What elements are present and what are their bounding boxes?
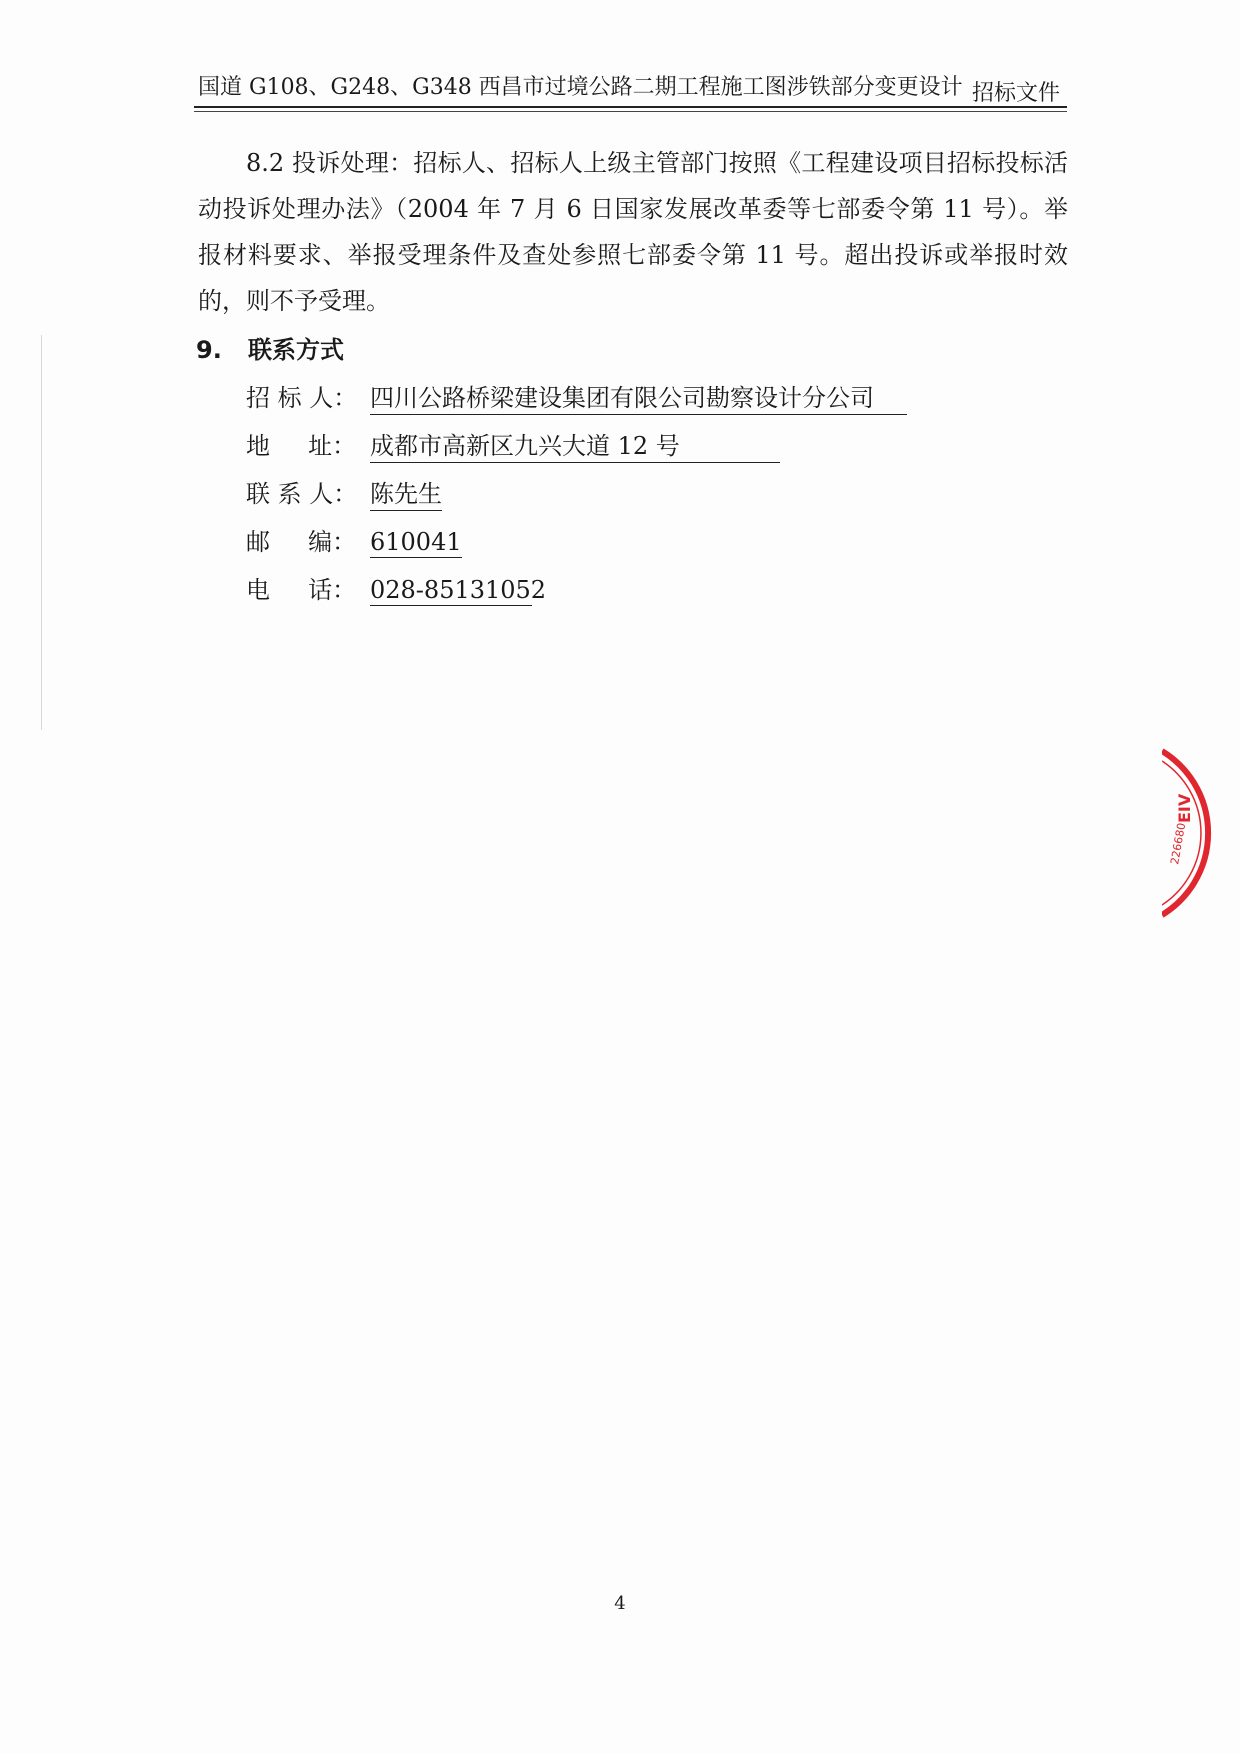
header-doc-type: 招标文件: [971, 81, 1060, 106]
section-9-heading: [196, 330, 344, 365]
contact-value: 四川公路桥梁建设集团有限公司勘察设计分公司: [370, 378, 907, 415]
contact-row-postcode: [246, 522, 462, 558]
contact-label: 联 系 人：: [246, 480, 358, 508]
contact-value: 陈先生: [370, 474, 442, 511]
svg-text:226680: 226680: [1168, 821, 1189, 866]
red-seal-stamp: [1162, 745, 1240, 925]
section-9-number: 9.: [196, 336, 222, 364]
section-8-2-paragraph: 8.2 投诉处理：招标人、招标人上级主管部门按照《工程建设项目招标投标活动投诉处理办法》（2004 年 7 月 6 日国家发展改革委等七部委令第 11 号）。举报材料要求、举报受理条件及查处参照七部委令第 11 号。超出投诉或举报时效的，则不予受理。: [198, 149, 1068, 315]
contact-value: 028-85131052: [370, 576, 547, 604]
contact-row-address: [246, 426, 780, 463]
contact-label: 地 址：: [246, 432, 357, 460]
contact-label: 招 标 人：: [246, 384, 358, 412]
contact-row-tenderer: [246, 378, 907, 415]
contact-value: 成都市高新区九兴大道 12 号: [370, 426, 780, 463]
contact-value: 610041: [370, 528, 462, 556]
scan-margin-line: [41, 335, 42, 730]
contact-label: 电 话：: [246, 576, 357, 604]
contact-row-person: [246, 474, 442, 511]
contact-label: 邮 编：: [246, 528, 357, 556]
page-number: 4: [614, 1593, 626, 1614]
svg-text:EIV: EIV: [1175, 793, 1194, 823]
header-rule-secondary: [194, 111, 1067, 112]
contact-row-phone: [246, 570, 547, 606]
header-title: 国道 G108、G248、G348 西昌市过境公路二期工程施工图涉铁部分变更设计: [198, 75, 963, 100]
section-9-title: 联系方式: [248, 336, 344, 364]
header-rule: [194, 106, 1067, 108]
